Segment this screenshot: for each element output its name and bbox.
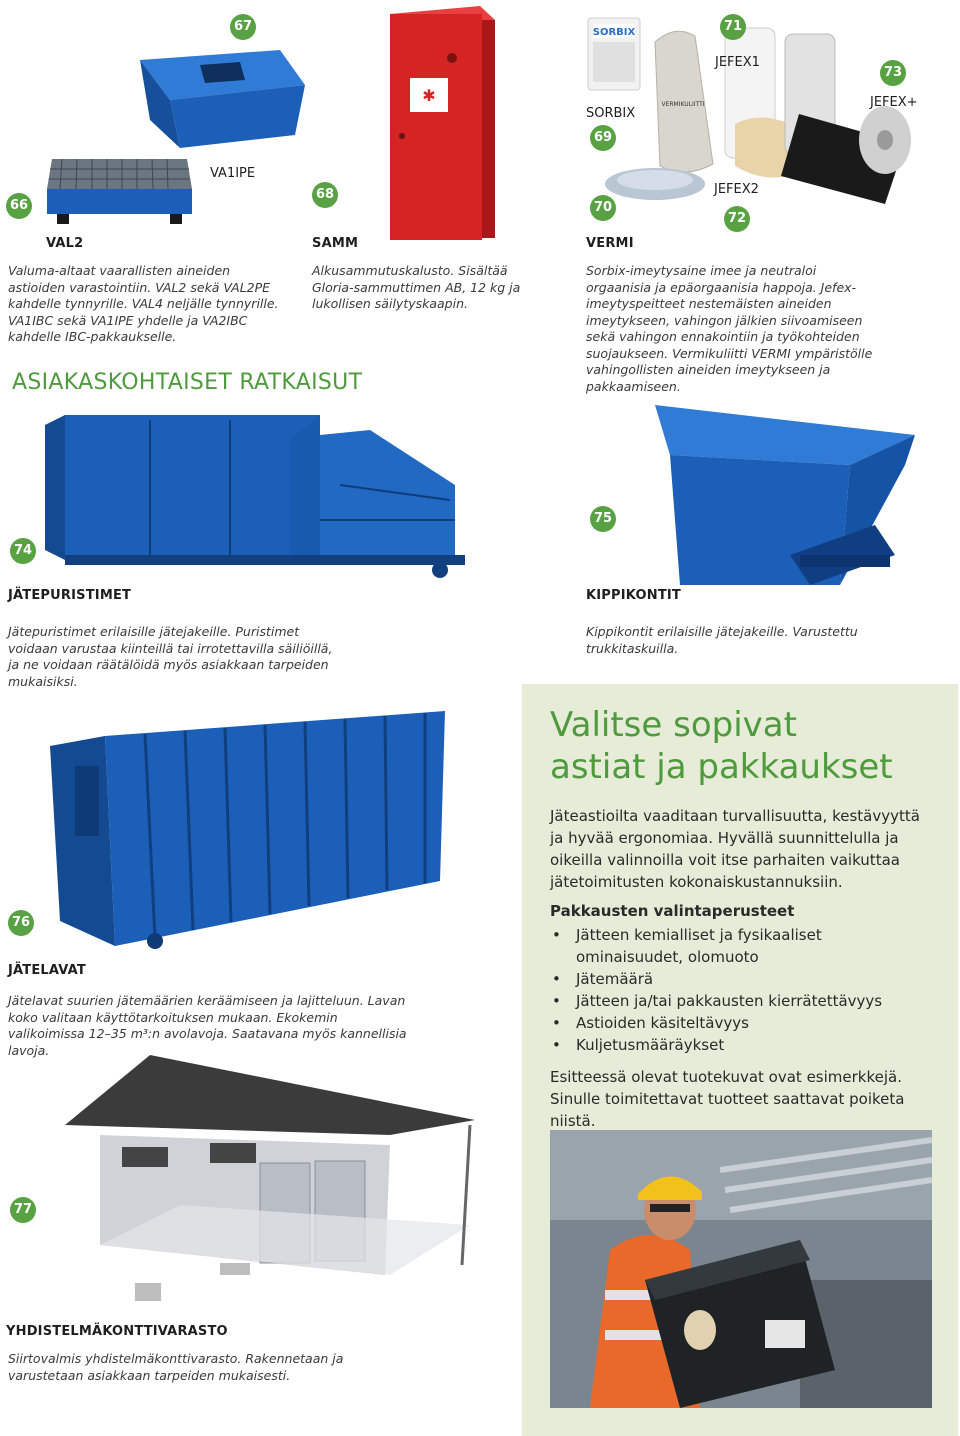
yhdistelma-description: Siirtovalmis yhdistelmäkonttivarasto. Rakennetaan ja varustetaan asiakkaan tarpeiden mukaisesti. <box>8 1351 344 1383</box>
samm-cabinet-image <box>380 6 500 242</box>
kippikontit-title: KIPPIKONTIT <box>586 588 681 603</box>
va1ipe-label: VA1IPE <box>210 166 256 181</box>
jefex1-label: JEFEX1 <box>715 55 760 70</box>
badge-73: 73 <box>880 60 906 86</box>
badge-70: 70 <box>590 195 616 221</box>
sorbix-label: SORBIX <box>586 106 636 121</box>
panel-heading-line1: Valitse sopivat <box>550 705 797 745</box>
criteria-title: Pakkausten valintaperusteet <box>550 902 795 920</box>
vermi-description: Sorbix-imeytysaine imee ja neutraloi orgaanisia ja epäorgaanisia happoja. Jefex-imeytyspeitteet nestemäisten aineiden imeytykseen, vahingon jälkien siivoamiseen sekä vahingon ennakointiin ja työkohteiden suojaukseen. Vermikuliitti VERMI ympäristölle vahingollisten aineiden imeytykseen ja pakkaamiseen. <box>586 263 873 394</box>
vermi-bag-text: VERMIKULIITTI <box>661 101 705 108</box>
samm-title: SAMM <box>312 236 359 251</box>
criteria-item: • Astioiden käsiteltävyys <box>550 1012 930 1034</box>
va1ipe-tray-image <box>130 40 310 150</box>
criteria-item: • Jätteen kemialliset ja fysikaaliset ominaisuudet, olomuoto <box>550 924 930 968</box>
kippikontit-description: Kippikontit erilaisille jätejakeille. Varustettu trukkitaskuilla. <box>586 624 858 656</box>
jefexplus-label: JEFEX+ <box>870 95 918 110</box>
jefex2-label: JEFEX2 <box>714 182 759 197</box>
sorbix-bag-text: SORBIX <box>592 27 636 38</box>
val2-description: Valuma-altaat vaarallisten aineiden astioiden varastointiin. VAL2 sekä VAL2PE kahdelle tynnyrille. VAL4 neljälle tynnyrille. VA1IBC sekä VA1IPE yhdelle ja VA2IBC kahdelle IBC-pakkaukselle. <box>8 263 279 344</box>
waste-press-image <box>40 410 470 580</box>
tipping-skip-image <box>650 405 920 595</box>
badge-66: 66 <box>6 193 32 219</box>
criteria-list <box>550 924 930 1056</box>
worker-photo <box>550 1130 932 1408</box>
jatepuristimet-title: JÄTEPURISTIMET <box>8 588 132 603</box>
jatelavat-description: Jätelavat suurien jätemäärien keräämiseen ja lajitteluun. Lavan koko valitaan käyttötarkoituksen mukaan. Ekokemin valikoimissa 12–35 m³:n avolavoja. Saatavana myös kannellisia lavoja. <box>8 993 407 1058</box>
badge-71: 71 <box>720 14 746 40</box>
badge-75: 75 <box>590 506 616 532</box>
criteria-item: • Jätteen ja/tai pakkausten kierrätettävyys <box>550 990 930 1012</box>
rolloff-container-image <box>45 706 455 956</box>
badge-68: 68 <box>312 182 338 208</box>
samm-description: Alkusammutuskalusto. Sisältää Gloria-sammuttimen AB, 12 kg ja lukollisen säilytyskaapin. <box>312 263 521 311</box>
val2-tray-image <box>42 154 202 229</box>
badge-67: 67 <box>230 14 256 40</box>
container-store-image <box>60 1055 480 1305</box>
panel-heading-line2: astiat ja pakkaukset <box>550 747 893 787</box>
panel-note: Esitteessä olevat tuotekuvat ovat esimerkkejä. Sinulle toimitettavat tuotteet saattavat poiketa niistä. <box>550 1068 905 1130</box>
badge-77: 77 <box>10 1197 36 1223</box>
badge-69: 69 <box>590 125 616 151</box>
section-heading: ASIAKASKOHTAISET RATKAISUT <box>12 370 363 395</box>
svg-text:✱: ✱ <box>422 86 436 105</box>
vermi-title: VERMI <box>586 236 634 251</box>
panel-intro: Jäteastioilta vaaditaan turvallisuutta, kestävyyttä ja hyvää ergonomiaa. Hyvällä suunnittelulla ja oikeilla valinnoilla voit itse parhaiten vaikuttaa jätetoimitusten kokonaiskustannuksiin. <box>550 807 920 891</box>
badge-72: 72 <box>724 206 750 232</box>
jatepuristimet-description: Jätepuristimet erilaisille jätejakeille. Puristimet voidaan varustaa kiinteillä tai irrotettavilla säiliöillä, ja ne voidaan räätälöidä myös asiakkaan tarpeiden mukaisiksi. <box>8 624 333 689</box>
badge-74: 74 <box>10 538 36 564</box>
panel-heading <box>550 704 893 788</box>
val2-title: VAL2 <box>46 236 84 251</box>
yhdistelma-title: YHDISTELMÄKONTTIVARASTO <box>6 1324 228 1339</box>
badge-76: 76 <box>8 910 34 936</box>
criteria-item: • Kuljetusmääräykset <box>550 1034 930 1056</box>
jatelavat-title: JÄTELAVAT <box>8 963 86 978</box>
criteria-item: • Jätemäärä <box>550 968 930 990</box>
